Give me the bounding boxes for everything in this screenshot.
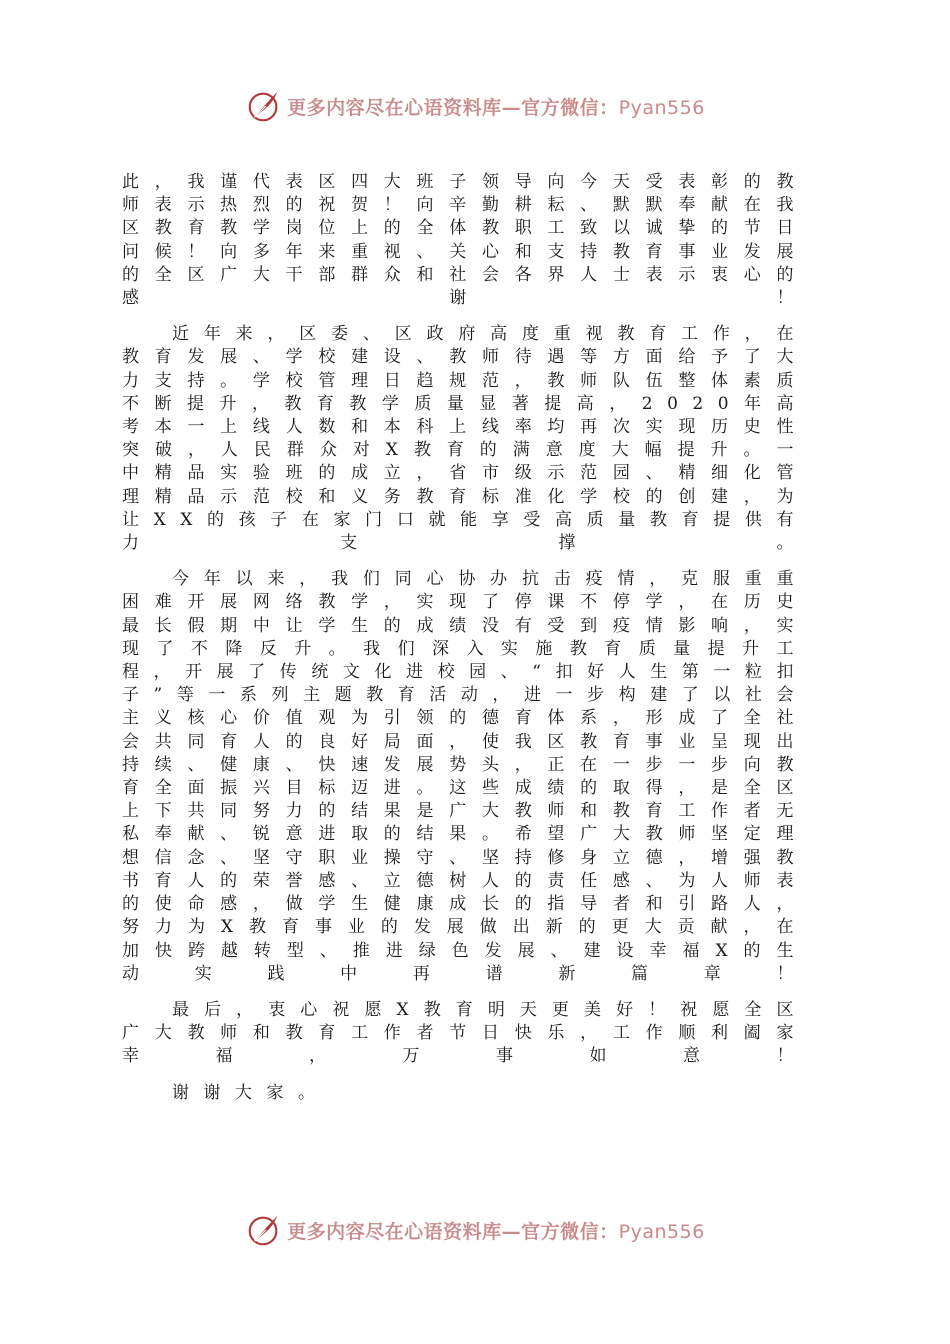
footer-watermark [0, 1208, 950, 1252]
paragraph-2: 近年来，区委、区政府高度重视教育工作，在教育发展、学校建设、教师待遇等方面给予了大力支持。学校管理日趋规范，教师队伍整体素质不断提升，教育教学质量显著提高，2020年高考本一上线人数和本科上线率均再次实现历史性突破，人民群众对X教育的满意度大幅提升。一中精品实验班的成立，省市级示范园、精细化管理精品示范校和义务教育标准化学校的创建，为让XX的孩子在家门口就能享受高质量教育提供有力支撑。 [122, 324, 808, 554]
watermark-text: 更多内容尽在心语资料库—官方微信：Pyan556 [287, 1220, 705, 1243]
paragraph-3: 今年以来，我们同心协办抗击疫情，克服重重困难开展网络教学，实现了停课不停学，在历史最长假期中让学生的成绩没有受到疫情影响，实现了不降反升。我们深入实施教育质量提升工程，开展了传统文化进校园、“扣好人生第一粒扣子”等一系列主题教育活动，进一步构建了以社会主义核心价值观为引领的德育体系，形成了全社会共同育人的良好局面，使我区教育事业呈现出持续、健康、快速发展势头，正在一步一步向教育全面振兴目标迈进。这些成绩的取得，是全区上下共同努力的结果是广大教师和教育工作者无私奉献、锐意进取的结果。希望广大教师坚定理想信念、坚守职业操守、坚持修身立德，增强教书育人的荣誉感、立德树人的责任感、为人师表的使命感，做学生健康成长的指导者和引路人，努力为X教育事业的发展做出新的更大贡献，在加快跨越转型、推进绿色发展、建设幸福X的生动实践中再谱新篇章！ [122, 569, 808, 984]
paragraph-1: 此，我谨代表区四大班子领导向今天受表彰的教师表示热烈的祝贺！向辛勤耕耘、默默奉献在我区教育教学岗位上的全体教职工致以诚挚的节日问候！向多年来重视、关心和支持教育事业发展的全区广大干部群众和社会各界人士表示衷心的感谢！ [122, 172, 808, 309]
watermark-text: 更多内容尽在心语资料库—官方微信：Pyan556 [287, 96, 705, 119]
document-body [122, 171, 808, 1105]
quill-pen-logo-icon [245, 87, 283, 125]
wechat-id: Pyan556 [618, 1220, 705, 1243]
header-watermark [0, 84, 950, 128]
wechat-id: Pyan556 [618, 96, 705, 119]
paragraph-4: 最后，衷心祝愿X教育明天更美好！祝愿全区广大教师和教育工作者节日快乐，工作顺利阖家幸福，万事如意！ [122, 999, 808, 1067]
closing-line: 谢谢大家。 [172, 1082, 330, 1103]
quill-pen-logo-icon [245, 1211, 283, 1249]
